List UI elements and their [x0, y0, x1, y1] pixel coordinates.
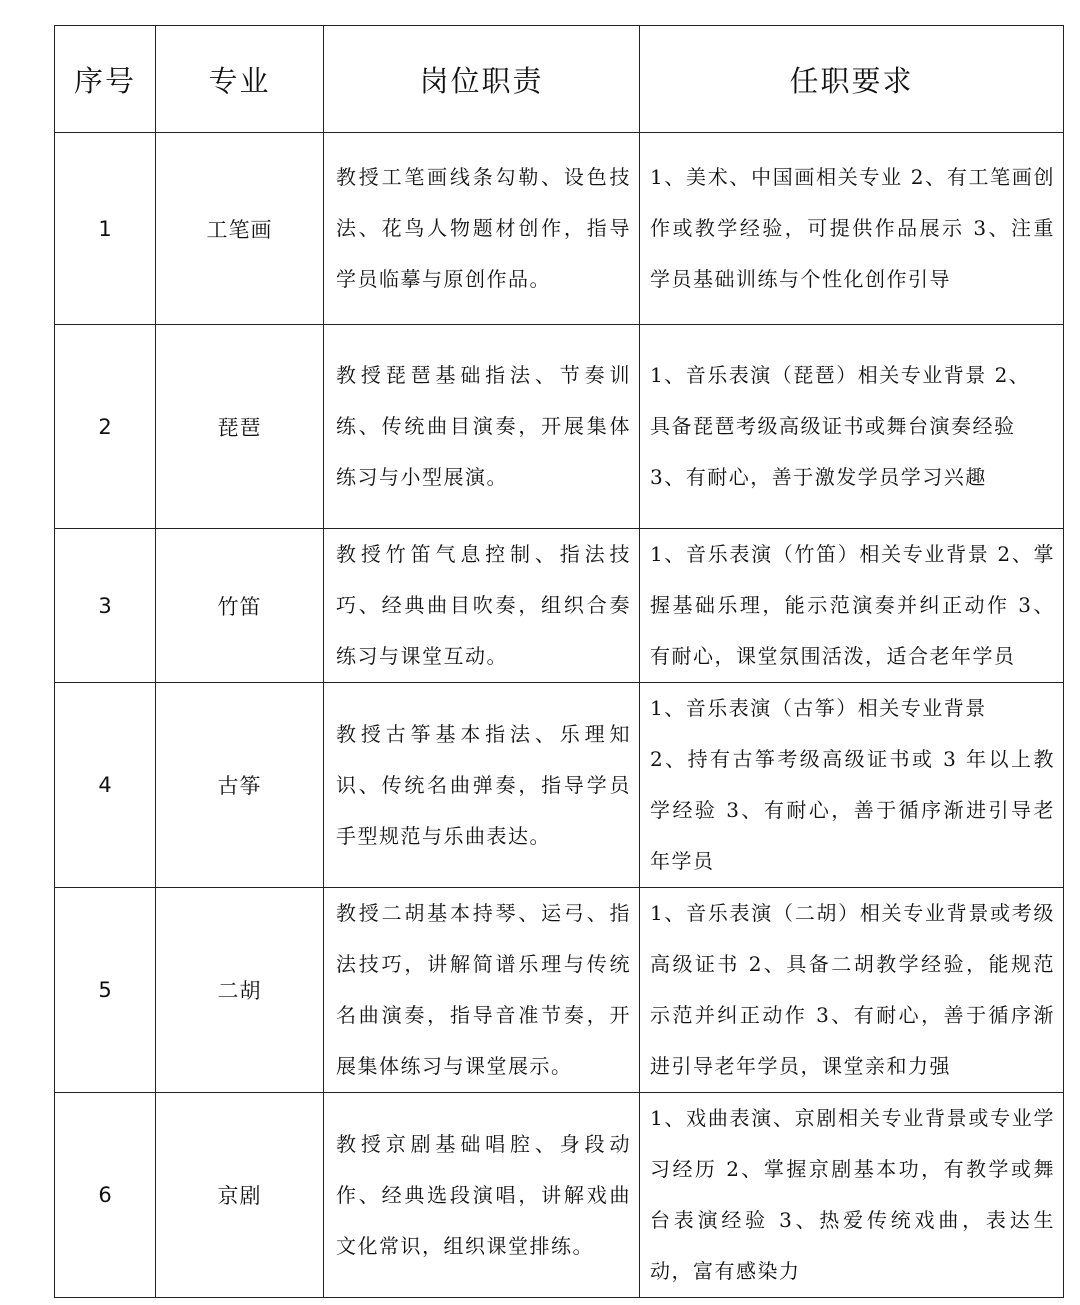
row-requirement: 1、音乐表演（竹笛）相关专业背景 2、掌握基础乐理，能示范演奏并纠正动作 3、有耐心，课堂氛围活泼，适合老年学员 — [650, 542, 1055, 668]
row-requirement: 1、戏曲表演、京剧相关专业背景或专业学习经历 2、掌握京剧基本功，有教学或舞台表演经验 3、热爱传统戏曲，表达生动，富有感染力 — [650, 1106, 1055, 1283]
table-row — [55, 683, 1064, 888]
row-major: 古筝 — [156, 683, 324, 888]
row-duty: 教授二胡基本持琴、运弓、指法技巧，讲解简谱乐理与传统名曲演奏，指导音准节奏，开展集体练习与课堂展示。 — [336, 901, 631, 1078]
table-row — [55, 529, 1064, 683]
row-duty: 教授京剧基础唱腔、身段动作、经典选段演唱，讲解戏曲文化常识，组织课堂排练。 — [336, 1131, 631, 1258]
table-row — [55, 1093, 1064, 1298]
header-requirement: 任职要求 — [640, 26, 1064, 133]
row-major: 琵琶 — [156, 325, 324, 529]
row-requirement: 1、美术、中国画相关专业 2、有工笔画创作或教学经验，可提供作品展示 3、注重学员基础训练与个性化创作引导 — [650, 165, 1055, 291]
row-major: 京剧 — [156, 1093, 324, 1298]
row-number: 2 — [55, 325, 156, 529]
row-requirement: 1、音乐表演（古筝）相关专业背景 2、持有古筝考级高级证书或 3 年以上教学经验 3、有耐心，善于循序渐进引导老年学员 — [650, 696, 1055, 873]
row-number: 5 — [55, 888, 156, 1093]
row-major: 工笔画 — [156, 133, 324, 325]
row-number: 3 — [55, 529, 156, 683]
row-duty: 教授古筝基本指法、乐理知识、传统名曲弹奏，指导学员手型规范与乐曲表达。 — [336, 721, 631, 848]
table-row — [55, 325, 1064, 529]
row-number: 6 — [55, 1093, 156, 1298]
row-duty: 教授竹笛气息控制、指法技巧、经典曲目吹奏，组织合奏练习与课堂互动。 — [336, 542, 631, 668]
table-header-row — [55, 26, 1064, 133]
header-major: 专业 — [156, 26, 324, 133]
table-row — [55, 133, 1064, 325]
row-requirement: 1、音乐表演（二胡）相关专业背景或考级高级证书 2、具备二胡教学经验，能规范示范并纠正动作 3、有耐心，善于循序渐进引导老年学员，课堂亲和力强 — [650, 901, 1055, 1078]
row-number: 1 — [55, 133, 156, 325]
table-row — [55, 888, 1064, 1093]
header-number: 序号 — [55, 26, 156, 133]
row-duty: 教授琵琶基础指法、节奏训练、传统曲目演奏，开展集体练习与小型展演。 — [336, 363, 631, 489]
row-major: 二胡 — [156, 888, 324, 1093]
row-number: 4 — [55, 683, 156, 888]
recruitment-table — [54, 25, 1064, 1298]
row-requirement: 1、音乐表演（琵琶）相关专业背景 2、 具备琵琶考级高级证书或舞台演奏经验 3、有耐心，善于激发学员学习兴趣 — [650, 363, 1031, 489]
header-duty: 岗位职责 — [324, 26, 640, 133]
row-duty: 教授工笔画线条勾勒、设色技法、花鸟人物题材创作，指导学员临摹与原创作品。 — [336, 165, 631, 291]
row-major: 竹笛 — [156, 529, 324, 683]
